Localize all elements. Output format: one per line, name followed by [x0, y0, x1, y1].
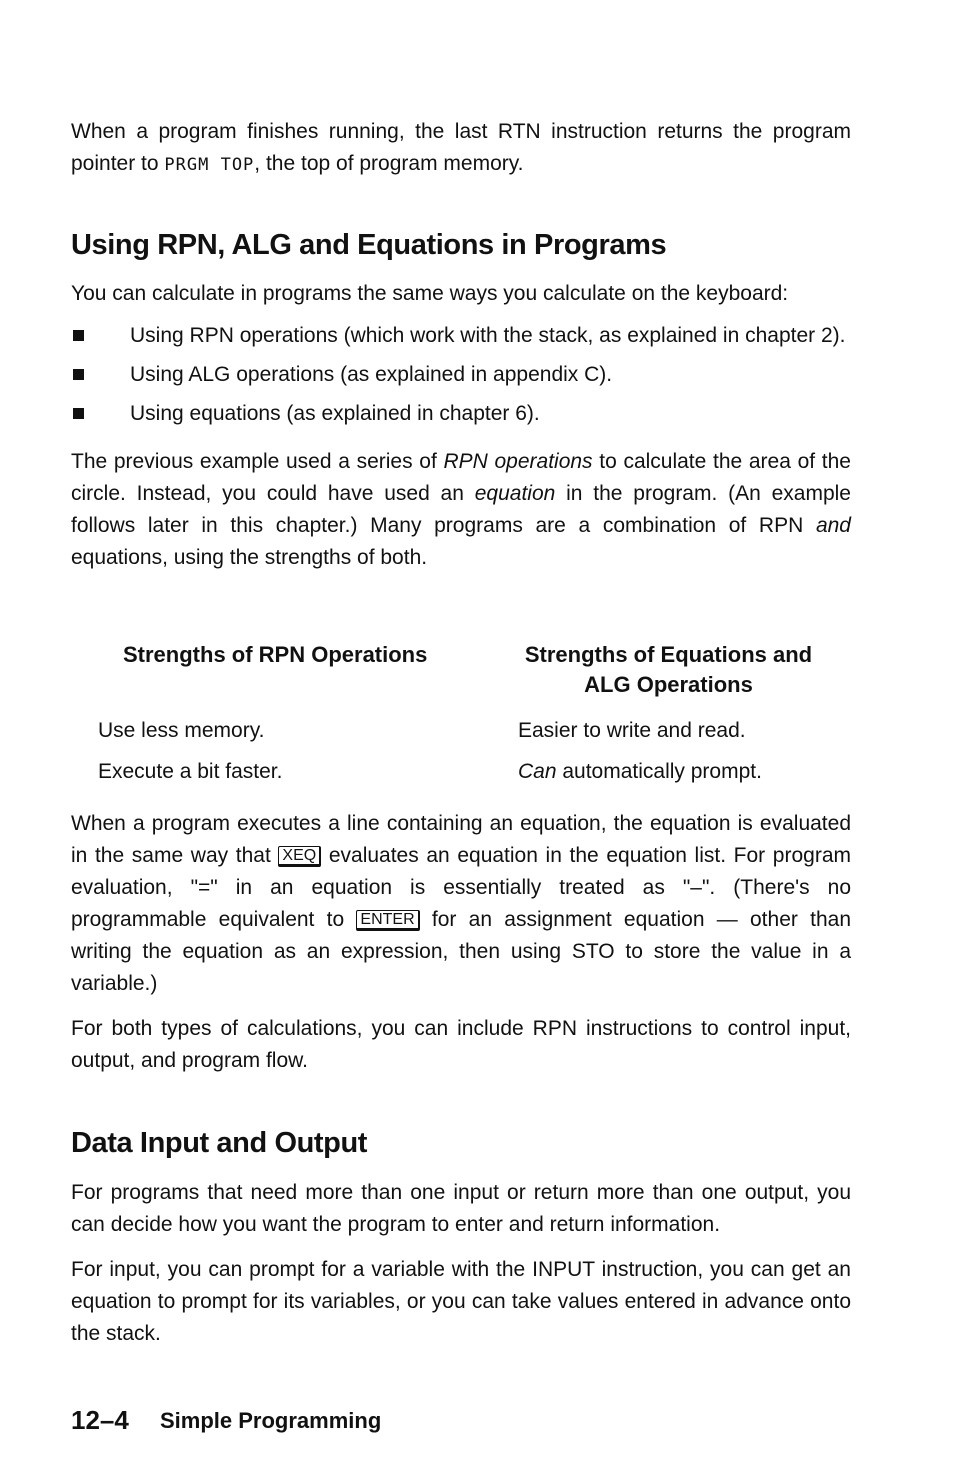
section-heading-data-io: Data Input and Output [71, 1127, 368, 1159]
bullet-square-icon [73, 408, 84, 419]
table-cell-left: Use less memory. [98, 719, 265, 742]
table-cell-left: Execute a bit faster. [98, 760, 283, 783]
table-header-equations: Strengths of Equations and ALG Operations [524, 642, 813, 697]
chapter-title: Simple Programming [160, 1408, 382, 1433]
enter-key: ENTER [356, 910, 419, 931]
bullet-square-icon [73, 330, 84, 341]
data-io-paragraph-1: For programs that need more than one input or return more than one output, you can decide how you want the program to enter and return information. [71, 1181, 851, 1236]
bullet-square-icon [73, 369, 84, 380]
section-heading-rpn-alg: Using RPN, ALG and Equations in Programs [71, 229, 667, 261]
prgm-top-display: PRGM TOP [164, 155, 255, 175]
strengths-table [71, 640, 851, 790]
rpn-vs-equation-paragraph: The previous example used a series of RPN operations to calculate the area of the circle. Instead, you could have used an equation in the program. (An example follows later in this chapter.) Many programs are a combination of RPN and equations, using the strengths of both. [71, 450, 851, 569]
table-cell-right: Easier to write and read. [518, 719, 746, 742]
data-io-paragraph-2: For input, you can prompt for a variable with the INPUT instruction, you can get an equation to prompt for its variables, or you can take values entered in advance onto the stack. [71, 1258, 851, 1345]
page-number: 12–4 [71, 1405, 129, 1435]
rpn-instructions-paragraph: For both types of calculations, you can include RPN instructions to control input, output, and program flow. [71, 1017, 851, 1072]
section-lead: You can calculate in programs the same ways you calculate on the keyboard: [71, 282, 789, 305]
table-header-rpn: Strengths of RPN Operations [123, 642, 428, 667]
intro-paragraph: When a program finishes running, the last RTN instruction returns the program pointer to PRGM TOP, the top of program memory. [71, 120, 851, 175]
equation-evaluation-paragraph: When a program executes a line containing an equation, the equation is evaluated in the same way that XEQ evaluates an equation in the equation list. For program evaluation, "=" in an equation is essentially treated as "–". (There's no programmable equivalent to ENTER for an assignment equation — other than writing the equation as an expression, then using STO to store the value in a variable.) [71, 812, 851, 995]
xeq-key: XEQ [278, 846, 321, 867]
table-cell-right: Can automatically prompt. [518, 760, 762, 783]
